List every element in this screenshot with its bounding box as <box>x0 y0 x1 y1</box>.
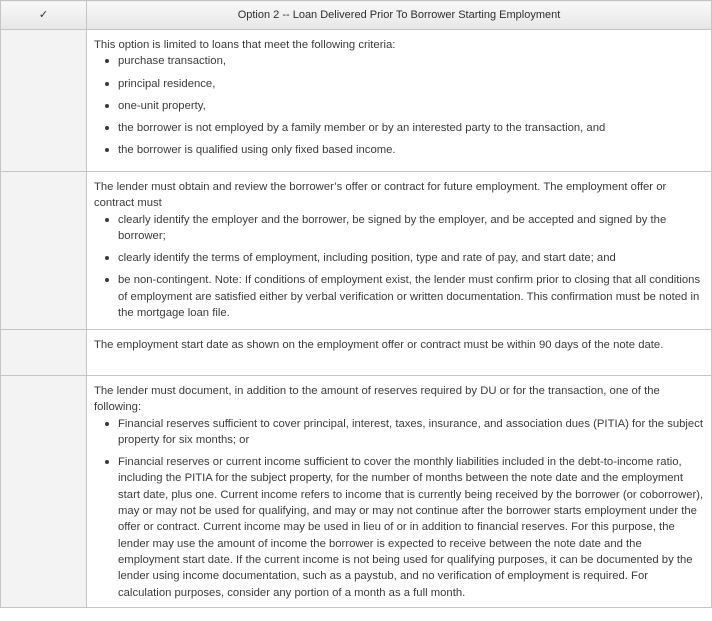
employment-offer-list <box>94 212 704 322</box>
checkmark-icon: ✓ <box>1 1 87 30</box>
list-item: clearly identify the terms of employment, including position, type and rate of pay, and start date; and <box>118 250 704 266</box>
list-item: be non-contingent. Note: If conditions of employment exist, the lender must confirm prior to closing that all conditions of employment are satisfied either by verbal verification or written documentation. This confirmation must be noted in the mortgage loan file. <box>118 272 704 321</box>
checkbox-cell <box>1 172 87 330</box>
list-item: Financial reserves or current income sufficient to cover the monthly liabilities included in the debt-to-income ratio, including the PITIA for the subject property, for the number of months between the note date and the employment start date, plus one. Current income refers to income that is currently being received by the borrower (or coborrower), may or may not be used for qualifying, and may or may not continue after the borrower starts employment under the offer or contract. Current income may be used in lieu of or in addition to financial reserves. For this purpose, the lender may use the amount of income the borrower is expected to receive between the note date and the employment start date. If the current income is not being used for qualifying purposes, it can be documented by the lender using income documentation, such as a paystub, and no verification of employment is required. For calculation purposes, consider any portion of a month as a full month. <box>118 454 704 601</box>
checkbox-cell <box>1 376 87 608</box>
reserves-list <box>94 416 704 601</box>
list-item: one-unit property, <box>118 98 704 114</box>
criteria-list <box>94 53 704 158</box>
table-row <box>1 30 712 172</box>
checkbox-cell <box>1 30 87 172</box>
list-item: principal residence, <box>118 76 704 92</box>
list-item: purchase transaction, <box>118 53 704 69</box>
employment-offer-intro: The lender must obtain and review the borrower’s offer or contract for future employment. The employment offer or contract must <box>94 181 667 210</box>
reserves-cell <box>87 376 712 608</box>
list-item: the borrower is qualified using only fixed based income. <box>118 142 704 158</box>
criteria-intro: This option is limited to loans that meet the following criteria: <box>94 39 396 51</box>
table-row <box>1 172 712 330</box>
employment-offer-cell <box>87 172 712 330</box>
table-row <box>1 330 712 376</box>
list-item: clearly identify the employer and the borrower, be signed by the employer, and be accepted and signed by the borrower; <box>118 212 704 245</box>
list-item: Financial reserves sufficient to cover principal, interest, taxes, insurance, and association dues (PITIA) for the subject property for six months; or <box>118 416 704 449</box>
table-header-row <box>1 1 712 30</box>
checkbox-cell <box>1 330 87 376</box>
reserves-intro: The lender must document, in addition to the amount of reserves required by DU or for the transaction, one of the following: <box>94 385 660 414</box>
start-date-text: The employment start date as shown on the employment offer or contract must be within 90 days of the note date. <box>94 339 664 351</box>
criteria-cell <box>87 30 712 172</box>
start-date-cell <box>87 330 712 376</box>
list-item: the borrower is not employed by a family member or by an interested party to the transaction, and <box>118 120 704 136</box>
option-title: Option 2 -- Loan Delivered Prior To Borrower Starting Employment <box>87 1 712 30</box>
table-row <box>1 376 712 608</box>
